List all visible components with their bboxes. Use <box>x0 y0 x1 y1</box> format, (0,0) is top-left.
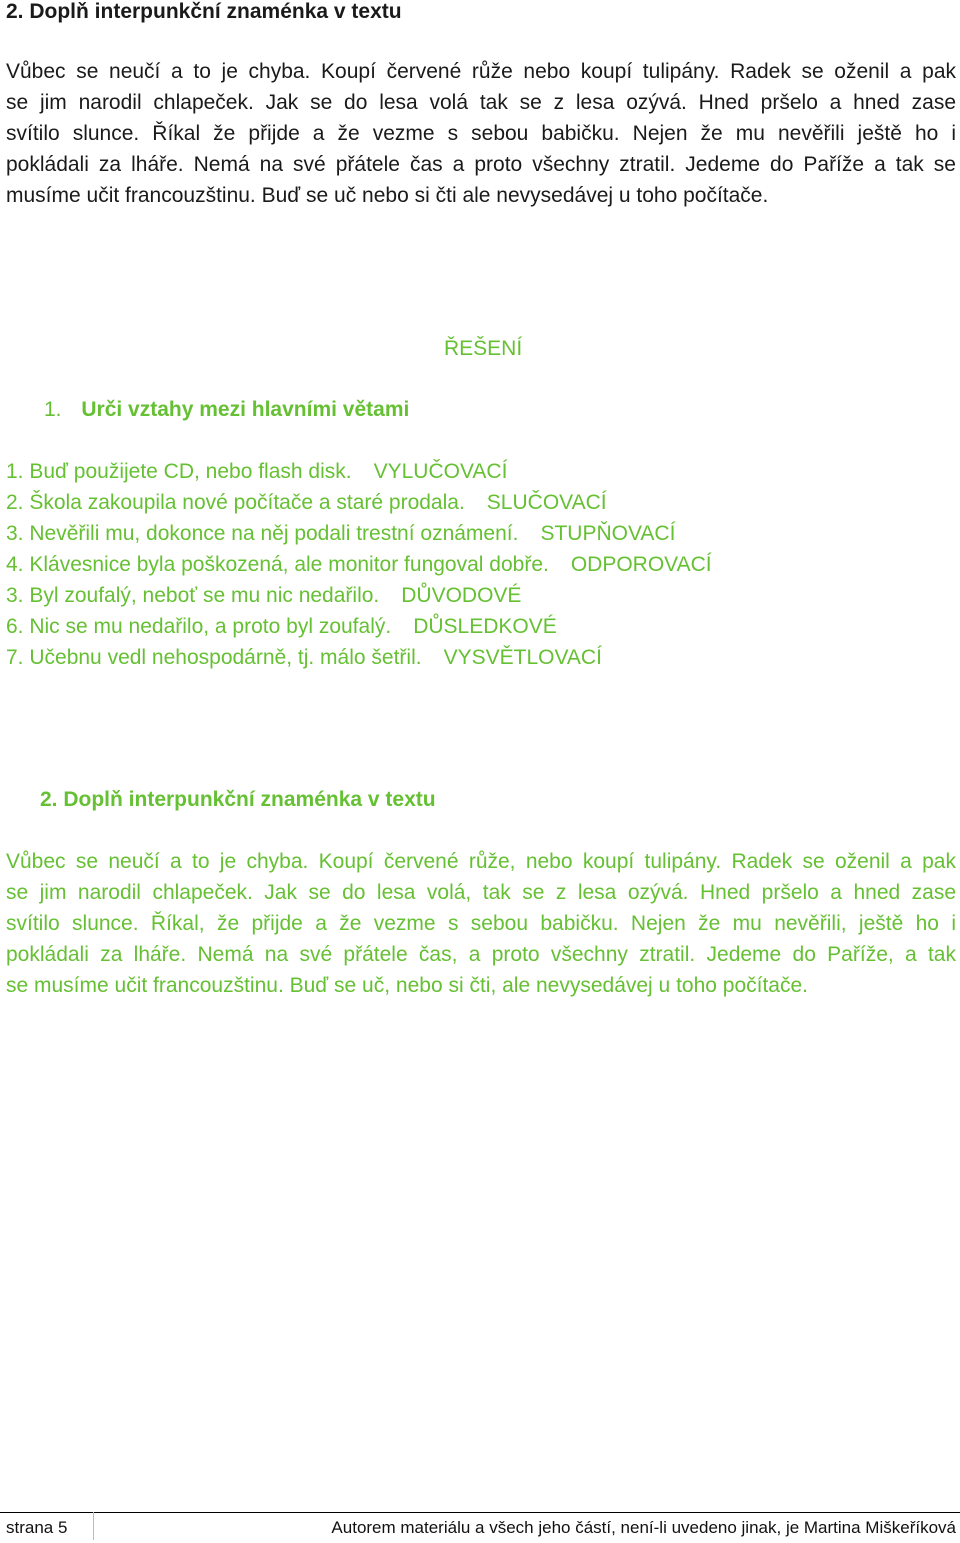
list-item <box>6 584 521 608</box>
footer-separator <box>93 1512 94 1540</box>
list-item <box>6 615 557 639</box>
list-item <box>6 460 507 484</box>
answer-kind: VYSVĚTLOVACÍ <box>443 646 602 669</box>
answer-kind: SLUČOVACÍ <box>486 491 607 514</box>
task-line-1: Vůbec se neučí a to je chyba. Koupí červené růže nebo koupí tulipány. Radek se oženil a pak <box>6 60 956 83</box>
answer-line-1: Vůbec se neučí a to je chyba. Koupí červené růže, nebo koupí tulipány. Radek se oženil a pak <box>6 850 956 873</box>
answer-kind: VYLUČOVACÍ <box>373 460 508 483</box>
answer-kind: DŮVODOVÉ <box>401 584 522 607</box>
section1-heading-text: Urči vztahy mezi hlavními větami <box>81 398 410 421</box>
section1-heading-number: 1. <box>44 398 62 421</box>
answer-sentence: 7. Učebnu vedl nehospodárně, tj. málo šetřil. <box>6 646 422 669</box>
task-line-5: musíme učit francouzštinu. Buď se uč nebo si čti ale nevysedávej u toho počítače. <box>6 184 769 207</box>
footer-author: Autorem materiálu a všech jeho částí, není-li uvedeno jinak, je Martina Miškeříková <box>331 1518 956 1537</box>
footer-divider <box>0 1512 960 1513</box>
task-line-3: svítilo slunce. Říkal že přijde a že vezme s sebou babičku. Nejen že mu nevěřili ještě ho i <box>6 122 956 145</box>
answer-sentence: 3. Byl zoufalý, neboť se mu nic nedařilo. <box>6 584 380 607</box>
list-item <box>6 553 712 577</box>
answer-sentence: 4. Klávesnice byla poškozená, ale monitor fungoval dobře. <box>6 553 549 576</box>
footer-page-number: strana 5 <box>6 1518 68 1537</box>
answer-sentence: 6. Nic se mu nedařilo, a proto byl zoufalý. <box>6 615 392 638</box>
section2-heading: 2. Doplň interpunkční znaménka v textu <box>40 788 436 811</box>
answer-line-5: se musíme učit francouzštinu. Buď se uč, nebo si čti, ale nevysedávej u toho počítače. <box>6 974 808 997</box>
answer-sentence: 3. Nevěřili mu, dokonce na něj podali trestní oznámení. <box>6 522 519 545</box>
solution-title: ŘEŠENÍ <box>444 337 523 360</box>
list-item <box>6 491 607 515</box>
section1-heading <box>44 398 409 422</box>
answer-kind: ODPOROVACÍ <box>570 553 712 576</box>
answer-line-2: se jim narodil chlapeček. Jak se do lesa volá, tak se z lesa ozývá. Hned pršelo a hned zase <box>6 881 956 904</box>
task-line-2: se jim narodil chlapeček. Jak se do lesa volá tak se z lesa ozývá. Hned pršelo a hned zase <box>6 91 956 114</box>
answer-kind: STUPŇOVACÍ <box>540 522 676 545</box>
answer-line-3: svítilo slunce. Říkal, že přijde a že vezme s sebou babičku. Nejen že mu nevěřili, ještě ho i <box>6 912 956 935</box>
answer-kind: DŮSLEDKOVÉ <box>413 615 557 638</box>
answer-sentence: 1. Buď použijete CD, nebo flash disk. <box>6 460 352 483</box>
task-line-4: pokládali za lháře. Nemá na své přátele čas a proto všechny ztratil. Jedeme do Paříže a tak se <box>6 153 956 176</box>
task-heading: 2. Doplň interpunkční znaménka v textu <box>6 0 402 23</box>
answer-line-4: pokládali za lháře. Nemá na své přátele čas, a proto všechny ztratil. Jedeme do Paříže, a tak <box>6 943 956 966</box>
list-item <box>6 646 602 670</box>
list-item <box>6 522 675 546</box>
answer-sentence: 2. Škola zakoupila nové počítače a staré prodala. <box>6 491 465 514</box>
